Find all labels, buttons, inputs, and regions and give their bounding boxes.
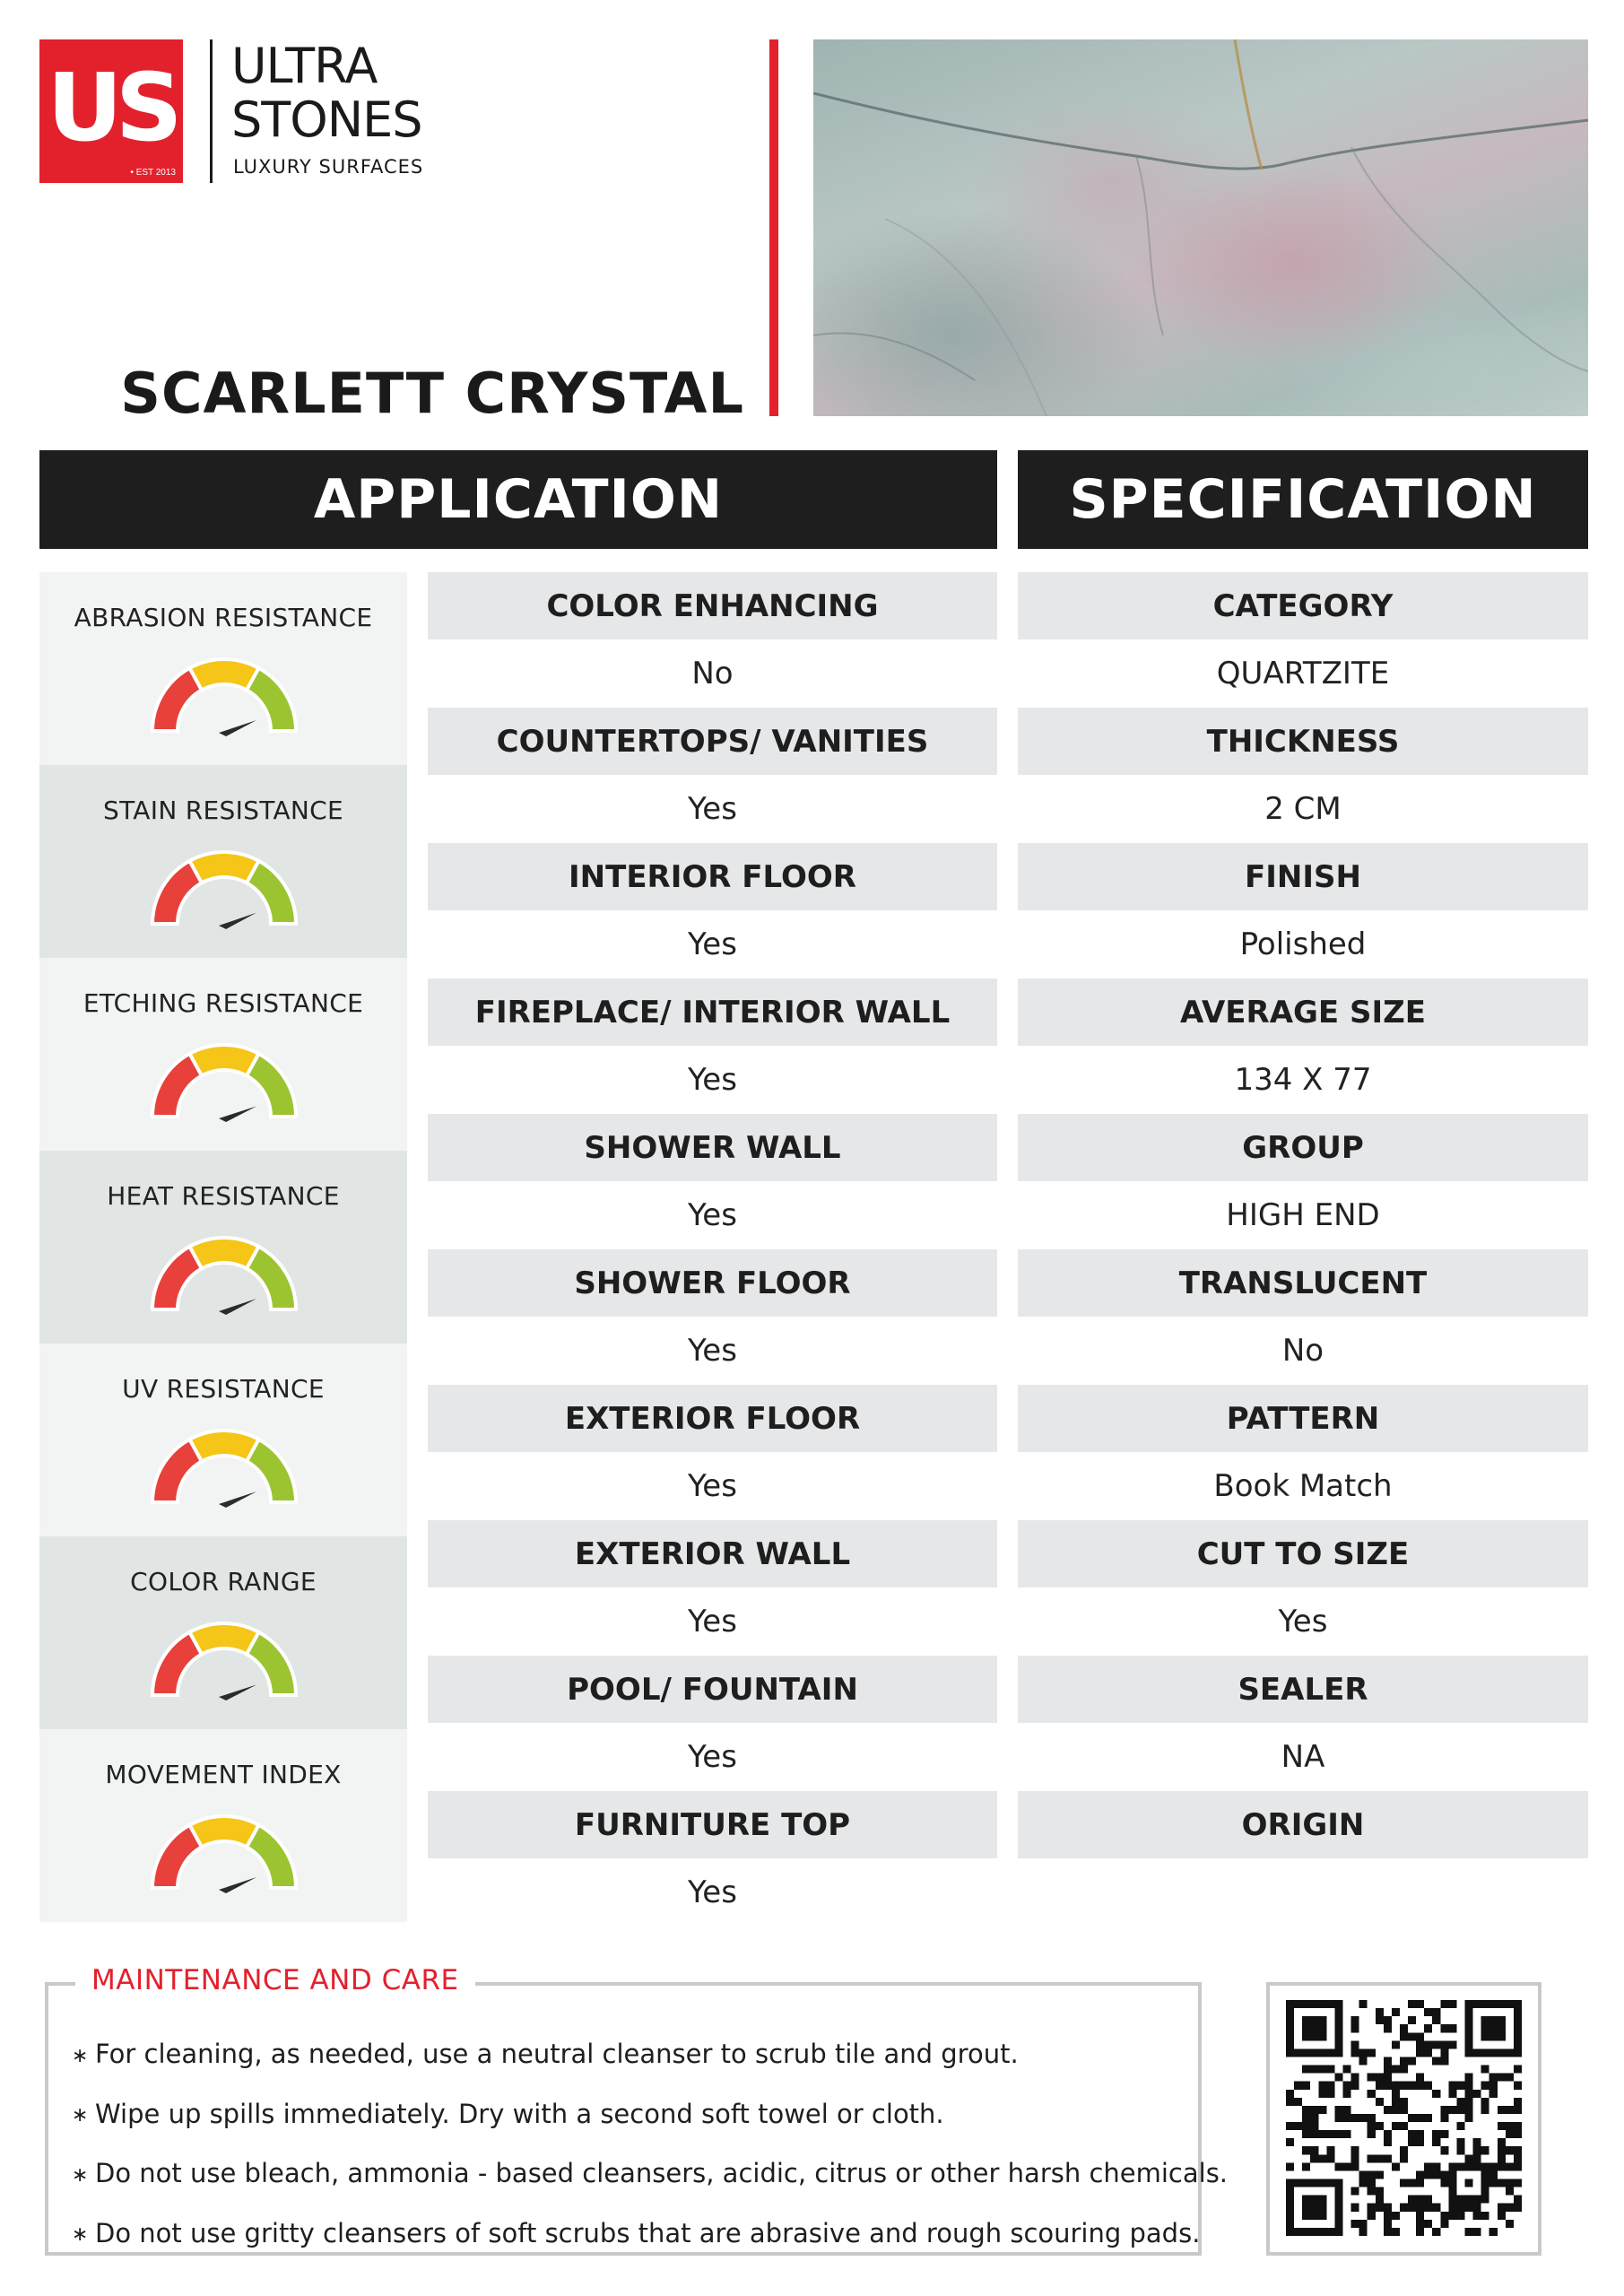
- specification-value: QUARTZITE: [1216, 655, 1390, 691]
- specification-row: [1018, 1114, 1588, 1249]
- maintenance-list: [72, 2025, 1228, 2264]
- specification-label: ORIGIN: [1018, 1791, 1588, 1858]
- gauge-label: UV RESISTANCE: [122, 1374, 325, 1404]
- maintenance-text: Do not use gritty cleansers of soft scrubs that are abrasive and rough scouring pads.: [95, 2217, 1201, 2248]
- brand-tagline: LUXURY SURFACES: [233, 156, 424, 178]
- gauge-meter-icon: [148, 1040, 300, 1130]
- maintenance-text: Wipe up spills immediately. Dry with a second soft towel or cloth.: [95, 2098, 944, 2129]
- accent-rule: [769, 39, 778, 416]
- specification-value: Book Match: [1213, 1467, 1393, 1504]
- gauge-label: STAIN RESISTANCE: [103, 796, 343, 825]
- maintenance-text: Do not use bleach, ammonia - based cleansers, acidic, citrus or other harsh chemicals.: [95, 2158, 1229, 2188]
- gauge-meter-icon: [148, 1233, 300, 1323]
- application-row: [428, 1656, 997, 1791]
- application-value: Yes: [688, 790, 737, 827]
- star-bullet-icon: ∗: [72, 2044, 89, 2067]
- specification-value: 134 X 77: [1234, 1061, 1372, 1098]
- specification-value: No: [1281, 1332, 1324, 1369]
- gauge-needle: [219, 720, 256, 736]
- specification-row: [1018, 572, 1588, 708]
- application-row: [428, 708, 997, 843]
- resistance-gauges: [39, 572, 407, 1922]
- star-bullet-icon: ∗: [72, 2104, 89, 2126]
- application-value: Yes: [688, 926, 737, 962]
- specification-row: [1018, 1249, 1588, 1385]
- logo-divider: [210, 39, 213, 183]
- specification-value: [1018, 1858, 1588, 1926]
- specification-value: NA: [1281, 1738, 1325, 1775]
- specification-row: [1018, 1656, 1588, 1791]
- brand-logo: [39, 39, 183, 183]
- specification-header: SPECIFICATION: [1018, 450, 1588, 549]
- application-label: FIREPLACE/ INTERIOR WALL: [428, 978, 997, 1046]
- specification-label: CATEGORY: [1018, 572, 1588, 639]
- stone-veins: [813, 39, 1588, 416]
- specification-row: [1018, 708, 1588, 843]
- gauge-needle: [219, 1492, 256, 1508]
- application-label: COLOR ENHANCING: [428, 572, 997, 639]
- maintenance-panel: [45, 1964, 1229, 2256]
- application-row: [428, 1385, 997, 1520]
- specification-label: THICKNESS: [1018, 708, 1588, 775]
- application-label: SHOWER WALL: [428, 1114, 997, 1181]
- gauge-meter-icon: [148, 1426, 300, 1516]
- gauge-label: COLOR RANGE: [130, 1567, 317, 1596]
- specification-value: Polished: [1239, 926, 1367, 962]
- application-table: [428, 572, 997, 1926]
- application-label: EXTERIOR FLOOR: [428, 1385, 997, 1452]
- maintenance-title: MAINTENANCE AND CARE: [75, 1964, 475, 1996]
- application-value: Yes: [688, 1061, 737, 1098]
- maintenance-item: [72, 2025, 1228, 2085]
- application-label: EXTERIOR WALL: [428, 1520, 997, 1587]
- specification-row: [1018, 843, 1588, 978]
- application-label: POOL/ FOUNTAIN: [428, 1656, 997, 1723]
- gauge-item: [39, 1151, 407, 1344]
- maintenance-item: [72, 2205, 1228, 2265]
- gauge-item: [39, 958, 407, 1151]
- gauge-meter-icon: [148, 1812, 300, 1901]
- specification-label: SEALER: [1018, 1656, 1588, 1723]
- application-row: [428, 1520, 997, 1656]
- gauge-label: HEAT RESISTANCE: [107, 1181, 340, 1211]
- gauge-needle: [219, 1106, 256, 1122]
- maintenance-text: For cleaning, as needed, use a neutral cleanser to scrub tile and grout.: [95, 2039, 1019, 2069]
- application-value: Yes: [688, 1603, 737, 1639]
- specification-label: CUT TO SIZE: [1018, 1520, 1588, 1587]
- specification-value: Yes: [1278, 1603, 1328, 1639]
- gauge-item: [39, 572, 407, 765]
- gauge-needle: [219, 1299, 256, 1315]
- application-row: [428, 1791, 997, 1926]
- application-header: APPLICATION: [39, 450, 997, 549]
- specification-value: HIGH END: [1226, 1196, 1380, 1233]
- specification-row: [1018, 1791, 1588, 1926]
- specification-label: GROUP: [1018, 1114, 1588, 1181]
- qr-code[interactable]: [1266, 1982, 1541, 2256]
- application-row: [428, 843, 997, 978]
- application-label: SHOWER FLOOR: [428, 1249, 997, 1317]
- logo-est: • EST 2013: [130, 168, 176, 178]
- application-row: [428, 572, 997, 708]
- application-label: INTERIOR FLOOR: [428, 843, 997, 910]
- brand-name-line1: ULTRA: [231, 38, 378, 94]
- application-value: Yes: [688, 1196, 737, 1233]
- specification-label: AVERAGE SIZE: [1018, 978, 1588, 1046]
- gauge-meter-icon: [148, 848, 300, 937]
- gauge-label: MOVEMENT INDEX: [105, 1760, 342, 1789]
- star-bullet-icon: ∗: [72, 2223, 89, 2246]
- stone-sample-image: [813, 39, 1588, 416]
- qr-code-icon: [1286, 2000, 1522, 2236]
- gauge-meter-icon: [148, 1619, 300, 1709]
- gauge-needle: [219, 1877, 256, 1893]
- specification-table: [1018, 572, 1588, 1926]
- gauge-needle: [219, 1684, 256, 1700]
- application-value: Yes: [688, 1332, 737, 1369]
- gauge-meter-icon: [148, 655, 300, 744]
- specification-row: [1018, 978, 1588, 1114]
- application-value: No: [691, 655, 734, 691]
- specification-row: [1018, 1520, 1588, 1656]
- maintenance-item: [72, 2085, 1228, 2145]
- application-label: FURNITURE TOP: [428, 1791, 997, 1858]
- application-value: Yes: [688, 1738, 737, 1775]
- application-label: COUNTERTOPS/ VANITIES: [428, 708, 997, 775]
- brand-name-line2: STONES: [231, 91, 422, 148]
- product-title: SCARLETT CRYSTAL: [120, 361, 744, 426]
- logo-monogram: US: [47, 53, 176, 162]
- specification-label: PATTERN: [1018, 1385, 1588, 1452]
- specification-row: [1018, 1385, 1588, 1520]
- gauge-item: [39, 1344, 407, 1536]
- gauge-needle: [219, 913, 256, 929]
- application-value: Yes: [688, 1467, 737, 1504]
- gauge-label: ETCHING RESISTANCE: [83, 988, 364, 1018]
- gauge-label: ABRASION RESISTANCE: [74, 603, 373, 632]
- maintenance-item: [72, 2144, 1228, 2205]
- specification-label: TRANSLUCENT: [1018, 1249, 1588, 1317]
- specification-label: FINISH: [1018, 843, 1588, 910]
- specification-value: 2 CM: [1264, 790, 1342, 827]
- star-bullet-icon: ∗: [72, 2163, 89, 2187]
- gauge-item: [39, 765, 407, 958]
- application-row: [428, 1249, 997, 1385]
- application-value: Yes: [688, 1874, 737, 1910]
- gauge-item: [39, 1536, 407, 1729]
- application-row: [428, 978, 997, 1114]
- gauge-item: [39, 1729, 407, 1922]
- application-row: [428, 1114, 997, 1249]
